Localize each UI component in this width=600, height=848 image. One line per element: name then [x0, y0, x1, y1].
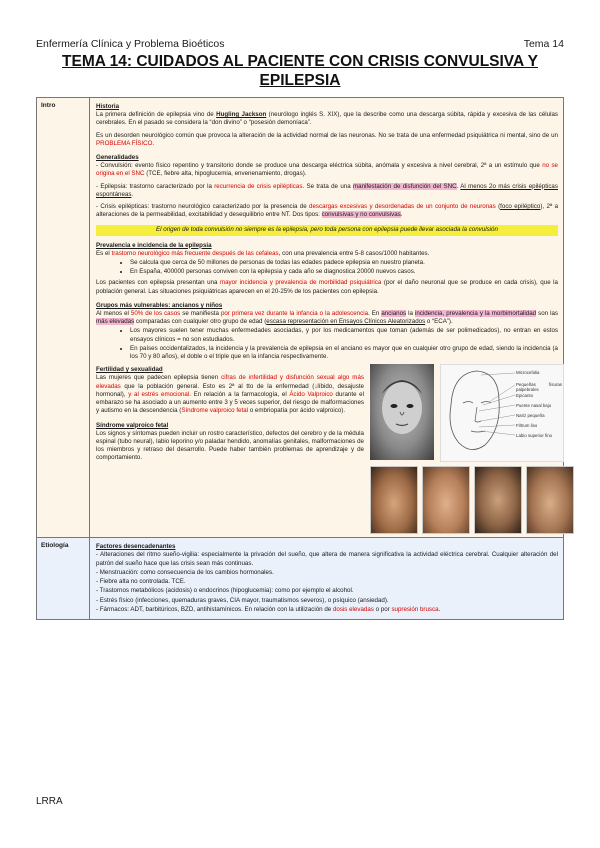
sketch-label-2: Pequeñas fisuras palpebrales [516, 382, 562, 393]
prevalencia-p1: Es el trastorno neurológico más frecuente después de las cefaleas, con una prevalencia entre 5-8 casos/1000 habitantes. [96, 249, 430, 257]
prevalencia-p2: Los pacientes con epilepsia presentan una mayor incidencia y prevalencia de morbilidad psiquiátrica (por el daño neuronal que se produce en cada crisis), que la población general. Las situaciones psiquiátricas aparecen en el 20-25% de los pacientes con epilepsia. [96, 279, 558, 295]
top-images [370, 364, 574, 462]
factor-item: - Fármacos: ADT, barbitúricos, BZD, antihistamínicos. En relación con la utilización de dosis elevadas o por supresión brusca. [96, 605, 441, 613]
list-item: • Los mayores suelen tener muchas enfermedades asociadas, y por los medicamentos que toman (además de ser polimedicados), no entran en estos ensayos clínicos = no son estudiados. [130, 327, 558, 343]
etiologia-content [90, 538, 564, 620]
key-statement: El origen de toda convulsión no siempre es la epilepsia, pero toda persona con epilepsia puede llevar asociada la convulsión [96, 225, 558, 235]
sketch-label-6: Filtrum liso [516, 423, 538, 429]
child-photo-1 [370, 466, 418, 534]
page-header [36, 38, 564, 50]
sketch-label-7: Labio superior fino [516, 433, 553, 439]
factor-item: - Fiebre alta no controlada. TCE. [96, 578, 186, 586]
convulsion-def: - Convulsión: evento físico repentino y transitorio donde se produce una descarga eléctrica súbita, anómala y excesiva a nivel cerebral, 2ª a un estímulo que no se origina en el SNC (TCE, fiebre alta, hipoglucemia, envenenamiento, drogas). [96, 162, 558, 178]
sketch-label-5: Nariz pequeña [516, 413, 545, 419]
historia-heading: Historia [96, 103, 120, 110]
intro-row [37, 98, 564, 538]
generalidades-heading: Generalidades [96, 154, 139, 162]
child-photo-3 [474, 466, 522, 534]
fertilidad-block [96, 364, 562, 534]
sketch-label-1: Microcefalia [516, 370, 540, 376]
grupos-list [96, 327, 558, 361]
etiologia-row [37, 538, 564, 620]
footer-initials: LRRA [36, 796, 63, 807]
historia-p1: La primera definición de epilepsia vino de Hugling Jackson (neurólogo inglés S. XIX), que la describe como una descarga súbita, rápida y excesiva de las células cerebrales. En el pasado se considera la “don divino” o “posesión demoníaca”. [96, 111, 558, 127]
factores-heading: Factores desencadenantes [96, 543, 176, 551]
child-photo-2 [422, 466, 470, 534]
factor-item: - Trastornos metabólicos (acidosis) o endocrinos (hipoglucemia): como por ejemplo el alcohol. [96, 587, 354, 595]
valproico-p1: Los signos y síntomas pueden incluir un rostro característico, defectos del cerebro y de la médula espinal (tubo neural), labio leporino y/o paladar hendido, anomalías genitales, malformaciones de los miembros y retraso del desarrollo. Puede haber también problemas de aprendizaje y de comportamiento. [96, 429, 364, 462]
child-photo-4 [526, 466, 574, 534]
child-photos [370, 466, 574, 534]
historia-p2: Es un desorden neurológico común que provoca la alteración de la actividad normal de las neuronas. No se trata de una enfermedad psiquiátrica ni mental, sino de un PROBLEMA FÍSICO. [96, 131, 558, 147]
intro-content [90, 98, 564, 538]
epilepsia-def: - Epilepsia: trastorno caracterizado por la recurrencia de crisis epilépticas. Se trata de una manifestación de disfunción del SNC. Al menos 2o más crisis epilépticas espontáneas. [96, 182, 558, 198]
course-name: Enfermería Clínica y Problema Bioéticos [36, 38, 225, 50]
list-item: • Se calcula que cerca de 50 millones de personas de todas las edades padece epilepsia en nuestro planeta. [130, 259, 558, 267]
fertilidad-p1: Las mujeres que padecen epilepsia tienen cifras de infertilidad y disfunción sexual algo más elevadas que la población general. Esto es 2ª al tto de la enfermedad (↓líbido, desajuste hormonal), y al estrés emocional. En relación a la farmacología, el Ácido Valproico durante el embarazo se ha asociado a un aumento entre 3 y 5 veces superior, del riesgo de malformaciones y autismo en la descendencia (Síndrome valproico fetal o embriopatía por ácido valproico). [96, 374, 364, 415]
grupos-heading: Grupos más vulnerables: ancianos y niños [96, 301, 223, 309]
grupos-p1: Al menos el 50% de los casos se manifiesta por primera vez durante la infancia o la adolescencia. En ancianos la incidencia, prevalencia y la morbimortalidad son las más elevadas comparadas con cualquier otro grupo de edad (escasa representación en Ensayos Clínicos Aleatorizados o “ECA”). [96, 310, 558, 326]
content-table [36, 97, 564, 620]
sketch-label-3: Epicanto [516, 393, 534, 399]
factor-item: - Alteraciones del ritmo sueño-vigilia: especialmente la privación del sueño, que altera de manera significativa la actividad eléctrica cerebral. Cualquier alteración del patrón del sueño hace que las crisis sean más continuas. [96, 551, 558, 567]
list-item: • En España, 400000 personas conviven con la epilepsia y cada año se diagnostica 20000 nuevos casos. [130, 268, 558, 276]
fertilidad-images [370, 364, 574, 534]
page-title: TEMA 14: CUIDADOS AL PACIENTE CON CRISIS CONVULSIVA Y EPILEPSIA [62, 53, 538, 89]
child-face-photo [370, 364, 434, 460]
sketch-label-4: Puente nasal bajo [516, 403, 552, 409]
fertilidad-heading: Fertilidad y sexualidad [96, 366, 163, 374]
prevalencia-list [96, 259, 558, 276]
facial-features-diagram [440, 364, 564, 462]
factor-item: - Estrés físico (infecciones, quemaduras graves, CIA mayor, traumatismos severos), o psíquico (ansiedad). [96, 596, 389, 604]
topic-number: Tema 14 [523, 38, 564, 50]
etiologia-label: Etiología [37, 538, 90, 620]
factor-item: - Menstruación: como consecuencia de los cambios hormonales. [96, 568, 274, 576]
crisis-def: - Crisis epilépticas: trastorno neurológico caracterizado por la presencia de descargas excesivas y desordenadas de un conjunto de neuronas (foco epiléptico), 2ª a alteraciones de la permeabilidad, excitabilidad y desequilibrio entre NT. Dos tipos: convulsivas y no convulsivas. [96, 203, 559, 219]
valproico-heading: Síndrome valproico fetal [96, 421, 169, 429]
prevalencia-heading: Prevalencia e incidencia de la epilepsia [96, 241, 212, 249]
list-item: • En países occidentalizados, la incidencia y la prevalencia de epilepsia en el anciano es mayor que en cualquier otro grupo de edad, siendo la incidencia (a los 70 y 80 años), el doble o el triple que en la infancia respectivamente. [130, 345, 558, 361]
fertilidad-text [96, 364, 364, 534]
intro-label: Intro [37, 98, 90, 538]
